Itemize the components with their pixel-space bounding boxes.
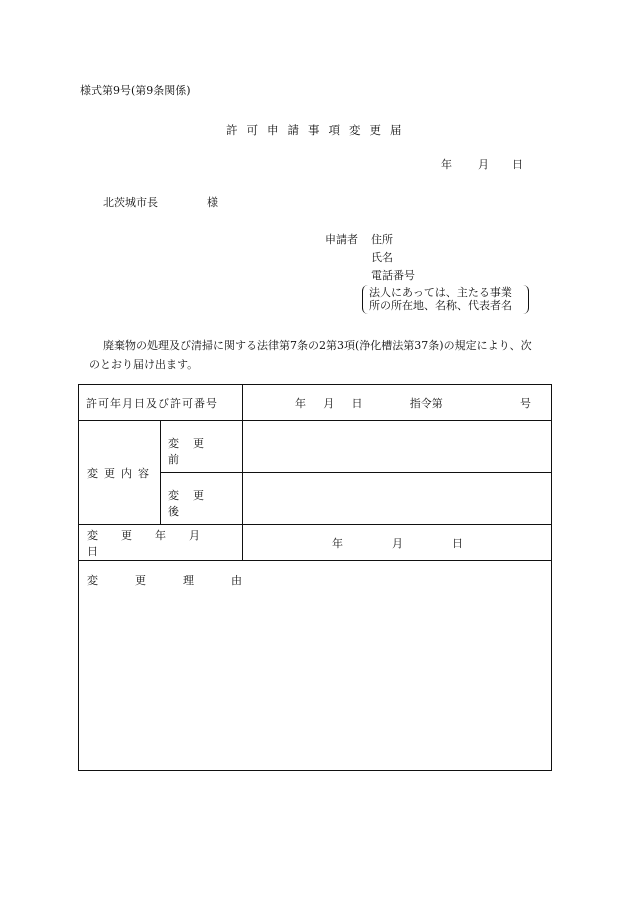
date-year: 年	[441, 158, 452, 171]
after-label-cell	[161, 473, 243, 525]
date-month: 月	[478, 158, 489, 171]
change-date-day: 日	[452, 536, 463, 550]
before-value-cell[interactable]	[243, 421, 552, 473]
change-content-label: 変更内容	[87, 466, 155, 480]
body-text-line1: 廃棄物の処理及び清掃に関する法律第7条の2第3項(浄化槽法第37条)の規定により、次	[103, 339, 532, 352]
permit-value	[243, 395, 551, 411]
permit-row	[79, 385, 552, 421]
permit-day: 日	[351, 396, 363, 410]
applicant-phone-label: 電話番号	[371, 269, 415, 282]
permit-designation: 指令第	[409, 396, 443, 410]
change-content-label-cell	[79, 421, 161, 525]
corporate-note-line2: 所の所在地、名称、代表者名	[369, 299, 512, 312]
permit-number: 号	[520, 396, 531, 410]
document-title: 許可申請事項変更届	[226, 123, 411, 137]
before-label-cell	[161, 421, 243, 473]
change-date-value-cell	[243, 525, 552, 561]
change-date-label-cell	[79, 525, 243, 561]
addressee-honorific: 様	[207, 196, 218, 209]
change-date-row	[79, 525, 552, 561]
after-label: 変更後	[168, 489, 218, 518]
corporate-note-text	[369, 286, 512, 312]
permit-label: 許可年月日及び許可番号	[86, 396, 218, 410]
change-reason-cell[interactable]	[79, 561, 552, 771]
permit-label-cell	[79, 385, 243, 421]
change-date-year: 年	[332, 536, 343, 550]
change-date-value	[243, 535, 551, 551]
change-date-month: 月	[392, 536, 403, 550]
after-value-cell[interactable]	[243, 473, 552, 525]
form-number: 様式第9号(第9条関係)	[80, 84, 191, 97]
addressee-mayor: 北茨城市長	[103, 196, 158, 209]
corporate-note-bracket	[362, 285, 529, 314]
change-reason-label: 変更理由	[87, 574, 279, 587]
change-notification-table	[78, 384, 552, 771]
change-reason-row	[79, 561, 552, 771]
permit-month: 月	[323, 396, 335, 410]
before-label: 変更前	[168, 437, 218, 466]
permit-value-cell	[243, 385, 552, 421]
date-day: 日	[512, 158, 523, 171]
change-date-label: 変更年月日	[87, 528, 223, 558]
permit-year: 年	[295, 396, 306, 410]
corporate-note-line1: 法人にあっては、主たる事業	[369, 286, 512, 299]
applicant-address-label: 住所	[371, 233, 393, 246]
change-before-row	[79, 421, 552, 473]
applicant-label: 申請者	[325, 233, 358, 246]
body-text-line2: のとおり届け出ます。	[89, 358, 199, 371]
applicant-name-label: 氏名	[371, 251, 393, 264]
